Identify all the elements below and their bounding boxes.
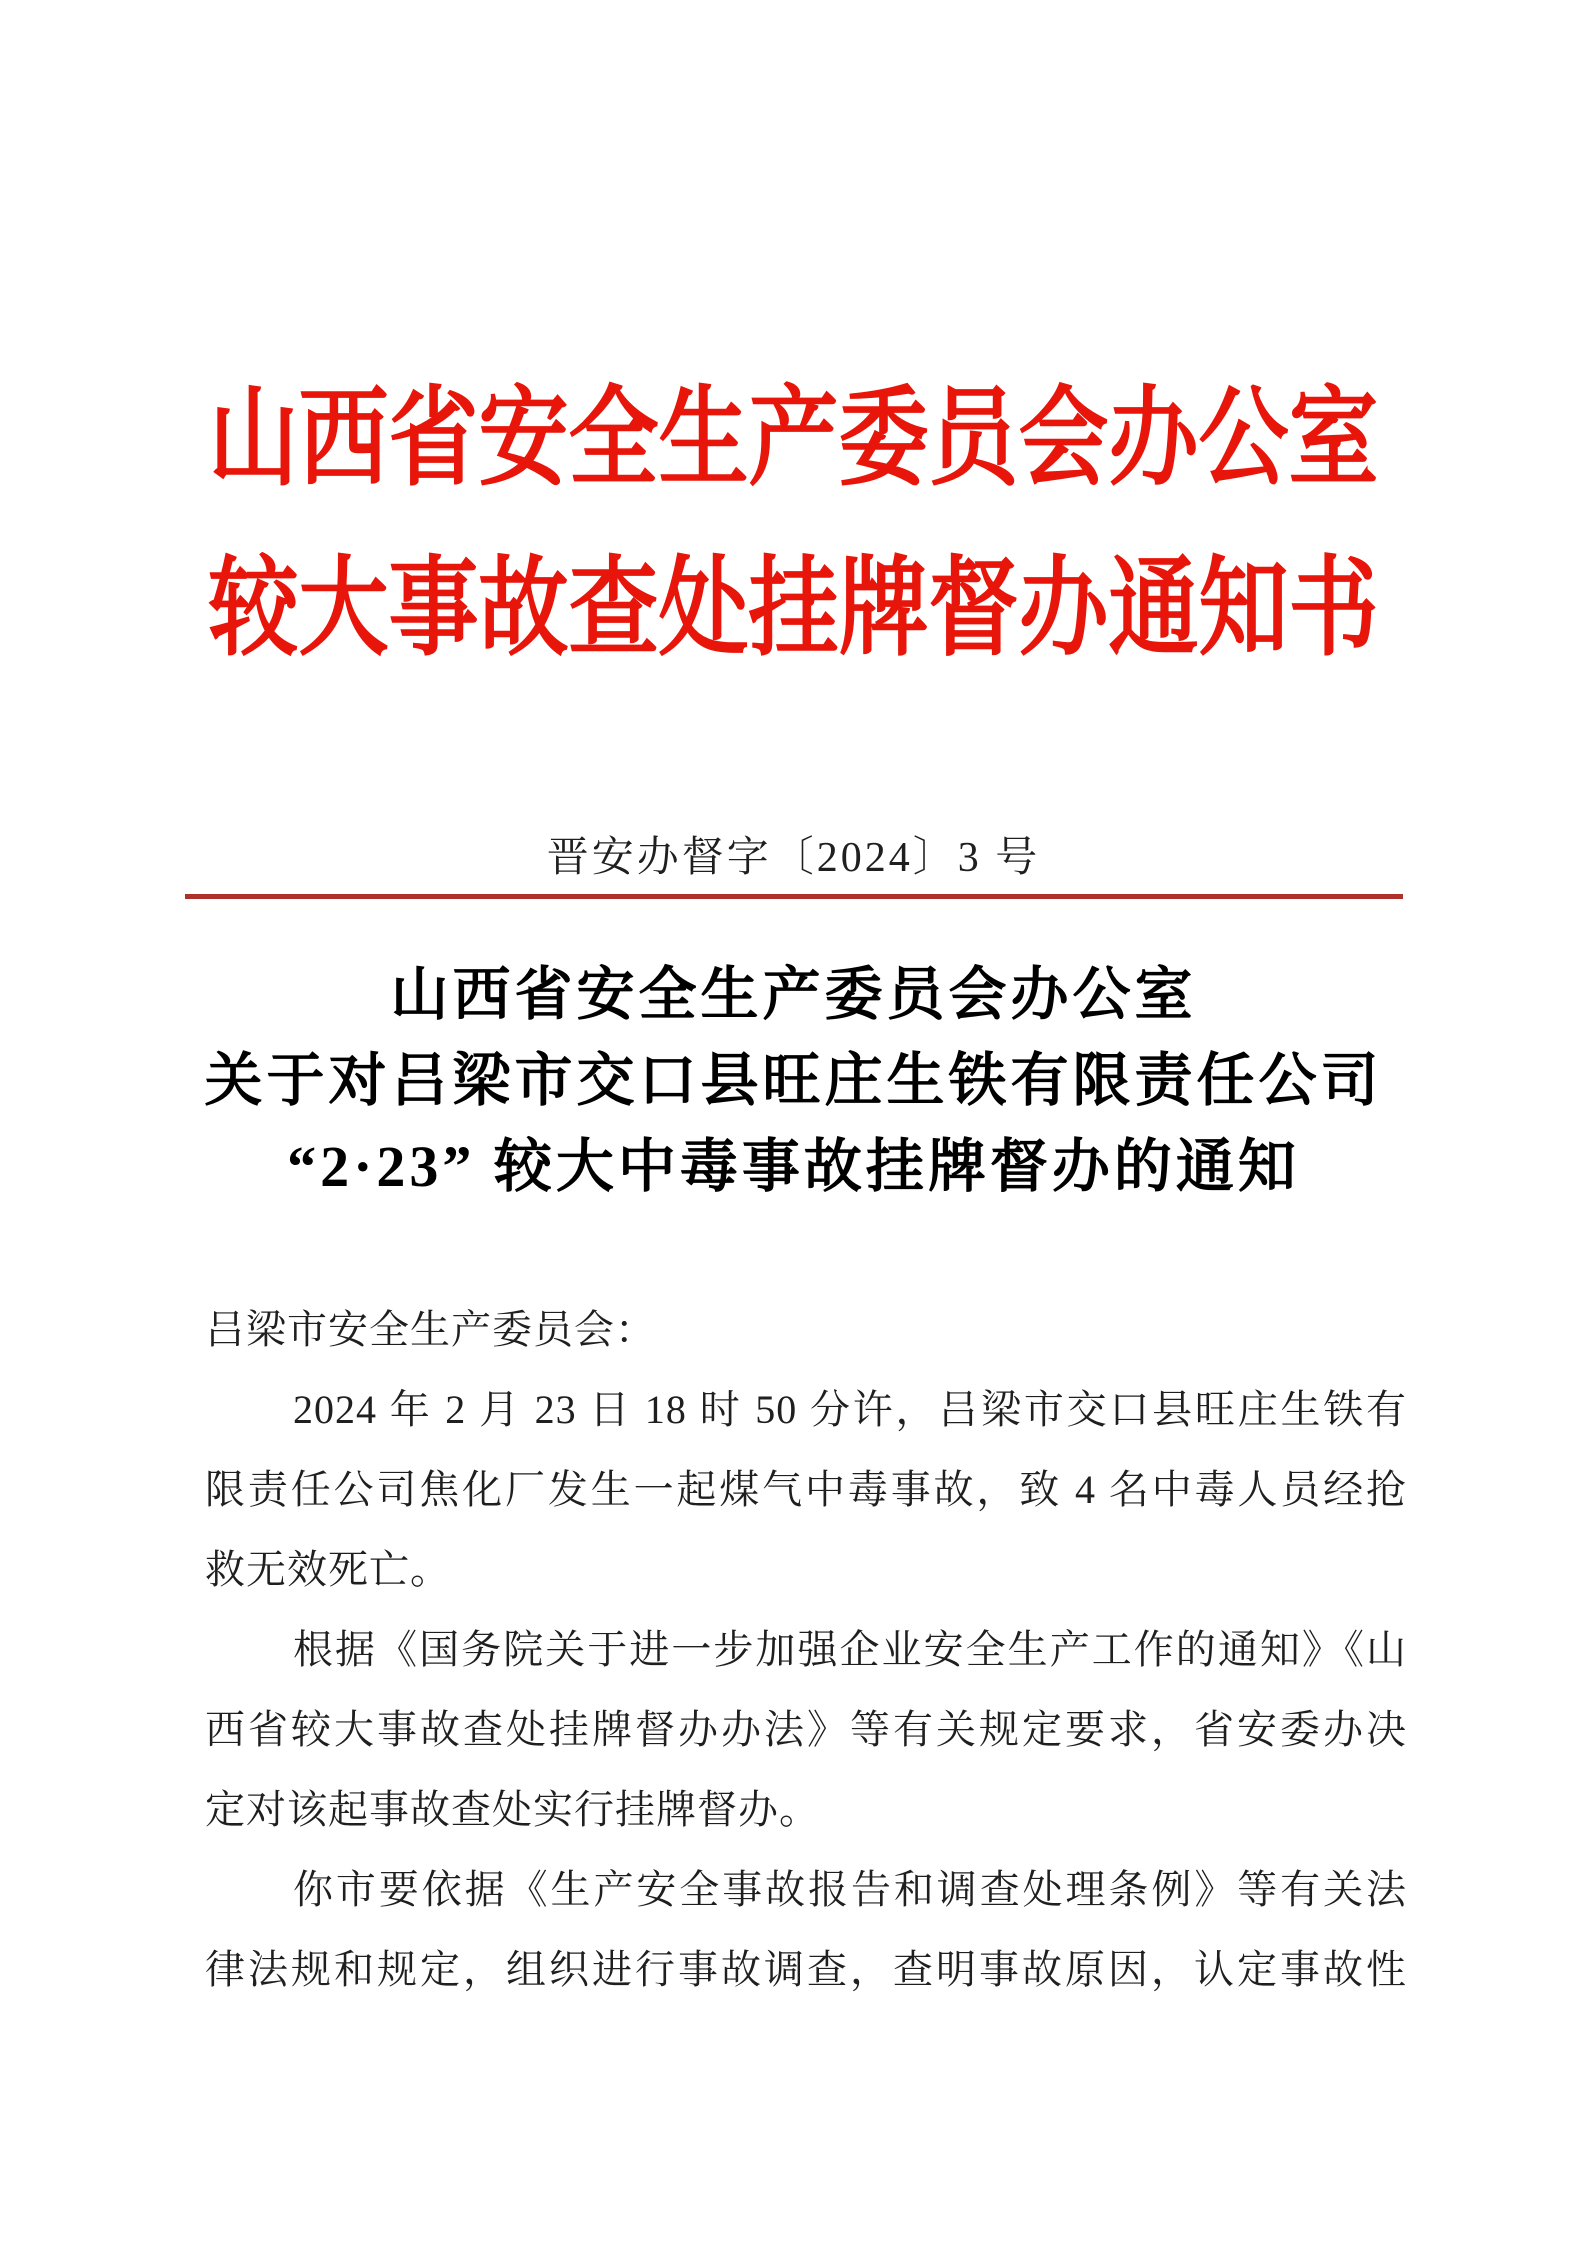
body-line: 限责任公司焦化厂发生一起煤气中毒事故，致 4 名中毒人员经抢	[205, 1467, 1407, 1512]
notice-title	[0, 952, 1587, 1210]
red-header-line-1: 山西省安全生产委员会办公室	[208, 380, 1379, 499]
notice-title-line-2: 关于对吕梁市交口县旺庄生铁有限责任公司	[204, 1048, 1383, 1113]
document-body	[205, 1290, 1407, 2010]
body-line: 你市要依据《生产安全事故报告和调查处理条例》等有关法	[293, 1867, 1407, 1912]
red-header-line-2: 较大事故查处挂牌督办通知书	[208, 550, 1379, 669]
notice-title-line-3: “2·23” 较大中毒事故挂牌督办的通知	[287, 1134, 1300, 1199]
body-line: 西省较大事故查处挂牌督办办法》等有关规定要求，省安委办决	[205, 1707, 1407, 1752]
red-divider-rule	[185, 894, 1403, 899]
notice-title-line-1: 山西省安全生产委员会办公室	[390, 962, 1197, 1027]
body-line: 律法规和规定，组织进行事故调查，查明事故原因，认定事故性	[205, 1947, 1407, 1992]
body-line: 定对该起事故查处实行挂牌督办。	[205, 1787, 820, 1832]
body-line: 2024 年 2 月 23 日 18 时 50 分许，吕梁市交口县旺庄生铁有	[293, 1387, 1407, 1432]
document-number: 晋安办督字〔2024〕3 号	[546, 835, 1041, 881]
salutation-line: 吕梁市安全生产委员会：	[205, 1307, 656, 1352]
body-line: 救无效死亡。	[205, 1547, 451, 1592]
body-line: 根据《国务院关于进一步加强企业安全生产工作的通知》《山	[293, 1627, 1407, 1672]
